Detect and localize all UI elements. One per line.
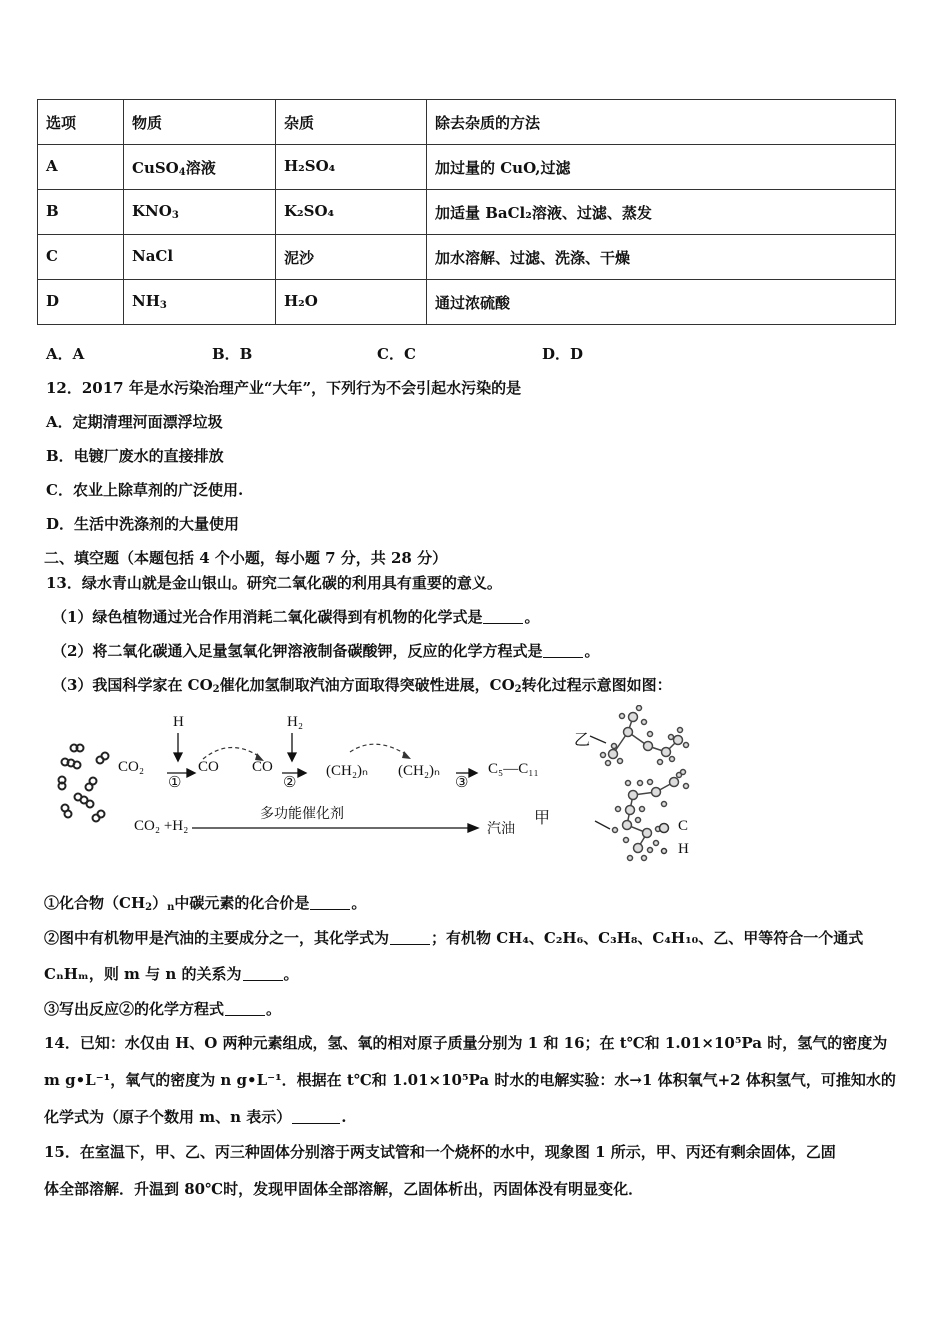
table-row xyxy=(38,235,896,280)
q15-line2: 体全部溶解．升温到 80℃时，发现甲固体全部溶解，乙固体析出，丙固体没有明显变化． xyxy=(44,1180,644,1198)
q14-line3: 化学式为（原子个数用 m、n 表示） . xyxy=(44,1108,347,1126)
diagram-graphics xyxy=(50,705,710,865)
label-step1: ① xyxy=(168,775,182,791)
q12-stem: 12．2017 年是水污染治理产业“大年”，下列行为不会引起水污染的是 xyxy=(46,379,522,397)
label-ch2n-1: (CH₂)ₙ xyxy=(326,763,369,779)
table-row xyxy=(38,145,896,190)
co2-molecules-icon xyxy=(59,745,109,822)
molecule-yi-icon xyxy=(601,706,689,766)
label-gasoline: 汽油 xyxy=(487,821,515,837)
row-impurity: K₂SO₄ xyxy=(276,190,427,235)
q12-option-b[interactable]: B．电镀厂废水的直接排放 xyxy=(46,447,224,465)
label-step3: ③ xyxy=(455,775,469,791)
q13-sub2: ②图中有机物甲是汽油的主要成分之一，其化学式为 ；有机物 CH₄、C₂H₆、C₃H₈、C₄H₁₀、乙、甲等符合一个通式 xyxy=(44,929,864,947)
label-h: H xyxy=(173,714,184,730)
answer-blank[interactable] xyxy=(292,1109,340,1124)
label-catalyst: 多功能催化剂 xyxy=(260,806,344,822)
table-row xyxy=(38,190,896,235)
q13-stem: 13．绿水青山就是金山银山。研究二氧化碳的利用具有重要的意义。 xyxy=(46,574,502,592)
legend-hydrogen-icon xyxy=(662,849,667,854)
answer-blank[interactable] xyxy=(243,966,283,981)
answer-blank[interactable] xyxy=(543,643,583,658)
row-substance: CuSO$_4$溶液 xyxy=(124,145,276,190)
q13-part2: （2）将二氧化碳通入足量氢氧化钾溶液制备碳酸钾，反应的化学方程式是 。 xyxy=(52,642,600,660)
q13-sub3: ③写出反应②的化学方程式 。 xyxy=(44,1000,282,1018)
impurity-removal-table xyxy=(37,99,896,325)
legend-hydrogen-label: H xyxy=(678,841,689,857)
label-co-2: CO xyxy=(252,759,273,775)
header-substance: 物质 xyxy=(124,100,276,145)
q14-line2: m g•L⁻¹，氧气的密度为 n g•L⁻¹．根据在 t℃和 1.01×10⁵Pa 时水的电解实验：水→1 体积氧气+2 体积氢气，可推知水的 xyxy=(44,1071,896,1089)
row-impurity: 泥沙 xyxy=(276,235,427,280)
q14-line1: 14．已知：水仅由 H、O 两种元素组成，氢、氧的相对原子质量分别为 1 和 16；在 t℃和 1.01×10⁵Pa 时，氢气的密度为 xyxy=(44,1034,888,1052)
choice-d[interactable]: D．D xyxy=(542,345,584,363)
row-option: A xyxy=(38,145,124,190)
label-reactants: CO₂ +H₂ xyxy=(134,818,189,834)
header-method: 除去杂质的方法 xyxy=(427,100,896,145)
label-jia: 甲 xyxy=(534,808,551,827)
choice-b[interactable]: B．B xyxy=(212,345,253,363)
header-option: 选项 xyxy=(38,100,124,145)
q12-option-c[interactable]: C．农业上除草剂的广泛使用. xyxy=(46,481,244,499)
label-co-1: CO xyxy=(198,759,219,775)
label-co2: CO₂ xyxy=(118,759,145,775)
row-option: B xyxy=(38,190,124,235)
section-2-title: 二、填空题（本题包括 4 个小题，每小题 7 分，共 28 分） xyxy=(44,549,448,567)
row-method: 加过量的 CuO,过滤 xyxy=(427,145,896,190)
row-option: C xyxy=(38,235,124,280)
label-yi: 乙 xyxy=(574,730,591,749)
choice-a[interactable]: A．A xyxy=(46,345,85,363)
choice-c[interactable]: C．C xyxy=(377,345,416,363)
answer-blank[interactable] xyxy=(390,930,430,945)
label-h2: H₂ xyxy=(287,714,304,730)
table-row xyxy=(38,280,896,325)
q13-sub1: ①化合物$(CH_2)_n$中碳元素的化合价是 。 xyxy=(44,894,367,913)
row-method: 加水溶解、过滤、洗涤、干燥 xyxy=(427,235,896,280)
q15-line1: 15．在室温下，甲、乙、丙三种固体分别溶于两支试管和一个烧杯的水中，现象图 1 所示，甲、丙还有剩余固体，乙固 xyxy=(44,1143,836,1161)
table-header-row xyxy=(38,100,896,145)
q13-part1: （1）绿色植物通过光合作用消耗二氧化碳得到有机物的化学式是 。 xyxy=(52,608,540,626)
row-option: D xyxy=(38,280,124,325)
row-method: 通过浓硫酸 xyxy=(427,280,896,325)
answer-blank[interactable] xyxy=(310,895,350,910)
row-substance: $NH_3$ xyxy=(124,280,276,325)
legend-carbon-icon xyxy=(660,824,669,833)
row-impurity: H₂O xyxy=(276,280,427,325)
q13-sub2-cont: CₙHₘ，则 m 与 n 的关系为 。 xyxy=(44,965,299,983)
row-method: 加适量 BaCl₂溶液、过滤、蒸发 xyxy=(427,190,896,235)
label-ch2n-2: (CH₂)ₙ xyxy=(398,763,441,779)
row-substance: NaCl xyxy=(124,235,276,280)
q12-option-a[interactable]: A．定期清理河面漂浮垃圾 xyxy=(46,413,223,431)
answer-blank[interactable] xyxy=(483,609,523,624)
row-impurity: H₂SO₄ xyxy=(276,145,427,190)
legend-carbon-label: C xyxy=(678,818,689,834)
answer-blank[interactable] xyxy=(225,1001,265,1016)
header-impurity: 杂质 xyxy=(276,100,427,145)
q13-part3: （3）我国科学家在 $CO_2$催化加氢制取汽油方面取得突破性进展，$CO_2$转化过程示意图如图： xyxy=(52,676,672,695)
q12-option-d[interactable]: D．生活中洗涤剂的大量使用 xyxy=(46,515,240,533)
row-substance: $KNO_3$ xyxy=(124,190,276,235)
co2-conversion-diagram xyxy=(50,705,710,865)
label-product: C₅—C₁₁ xyxy=(488,761,539,777)
label-step2: ② xyxy=(283,775,297,791)
